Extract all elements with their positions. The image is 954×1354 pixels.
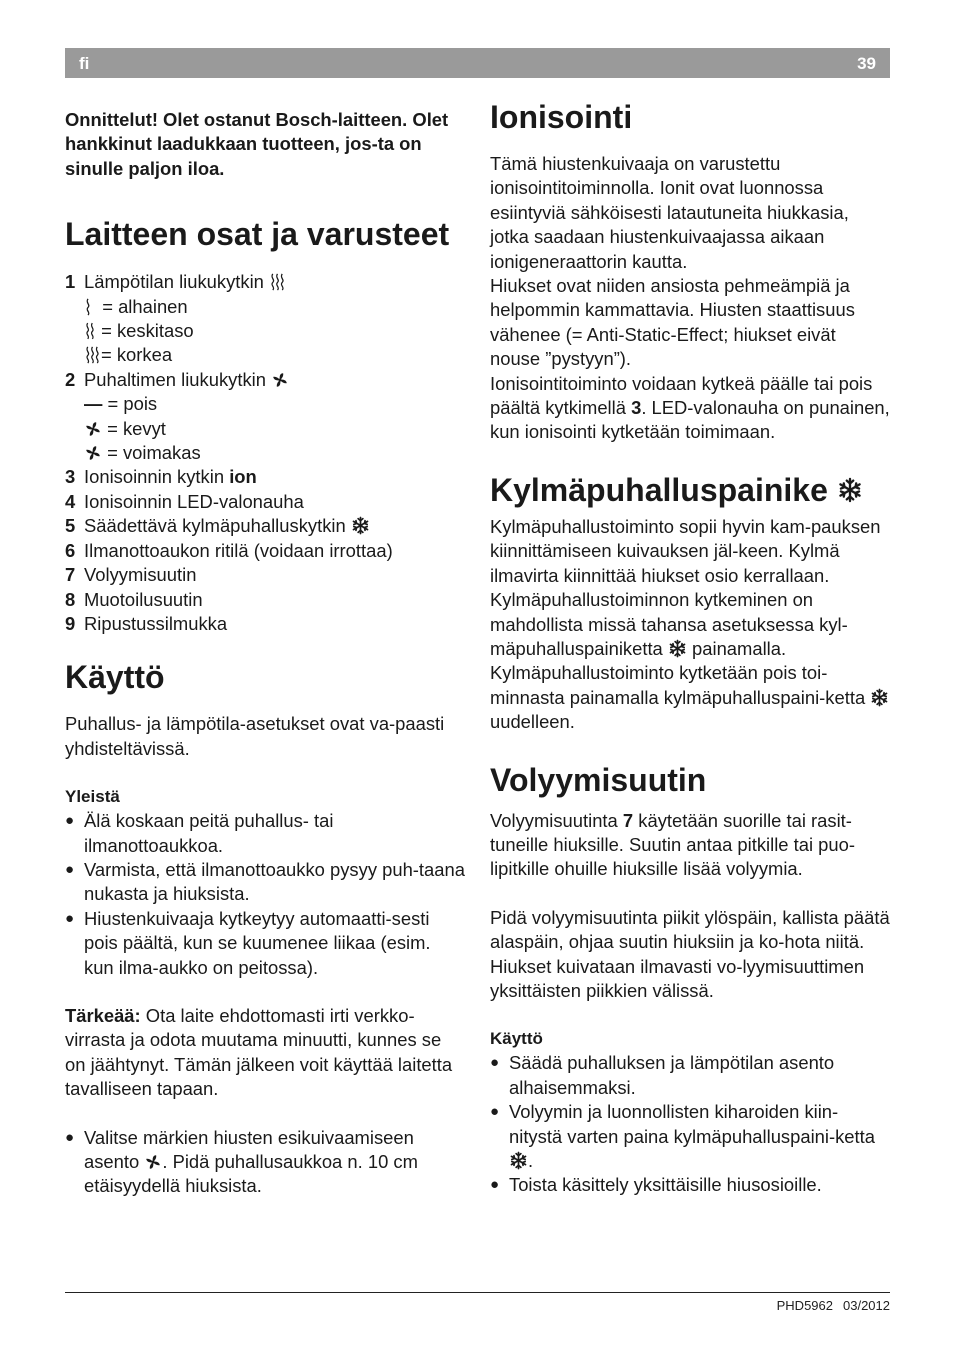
bullet-item: ● Säädä puhalluksen ja lämpötilan asento alhaisemmaksi. <box>490 1051 890 1100</box>
parts-heading: Laitteen osat ja varusteet <box>65 216 450 253</box>
cool-paragraph-1: Kylmäpuhallustoiminto sopii hyvin kam-pauksen kiinnittämiseen kuivauksen jäl-keen. Kylmä ilmavirta kiinnittää hiukset osio kerrallaan. <box>490 515 881 586</box>
volume-paragraph-1: Volyymisuutinta 7 käytetään suorille tai rasit-tuneille hiuksille. Suutin antaa pitkille tai puo-lipitkille ohuille hiuksille lisää volyymia. <box>490 809 855 880</box>
footer <box>777 1298 890 1313</box>
snowflake-icon <box>870 688 889 707</box>
bullet-item: ● Älä koskaan peitä puhallus- tai ilmanottoaukkoa. <box>65 809 465 858</box>
snowflake-icon <box>509 1151 528 1170</box>
fan-icon <box>144 1153 162 1171</box>
bullet-item: ● Hiustenkuivaaja kytkeytyy automaatti-sesti pois päältä, kun se kuumenee liikaa (esim. kun ilma-aukko on peitossa). <box>65 907 465 980</box>
cool-paragraph-2: Kylmäpuhallustoiminnon kytkeminen on mahdollista missä tahansa asetuksessa kyl-mäpuhalluspainiketta painamalla. <box>490 589 848 659</box>
snowflake-icon <box>837 477 863 503</box>
heat-level-3-icon <box>84 345 101 364</box>
ionisation-heading: Ionisointi <box>490 99 633 135</box>
volume-usage-heading: Käyttö <box>490 1029 543 1049</box>
cool-shot-heading: Kylmäpuhalluspainike <box>490 471 890 509</box>
intro-text: Onnittelut! Olet ostanut Bosch-laitteen. Olet hankkinut laadukkaan tuotteen, jos-ta on sinulle paljon iloa. <box>65 109 449 179</box>
page-header-bar <box>65 48 890 78</box>
fan-high-icon <box>84 444 102 462</box>
heat-level-2-icon <box>84 321 96 340</box>
fan-off-symbol: — <box>84 393 103 415</box>
parts-item: 3 Ionisoinnin kytkin ion <box>65 466 257 488</box>
language-code: fi <box>79 54 90 73</box>
right-column <box>490 99 890 1198</box>
fan-icon <box>271 371 289 389</box>
bullet-item: ● Varmista, että ilmanottoaukko pysyy puh-taana nukasta ja hiuksista. <box>65 858 465 907</box>
usage-heading: Käyttö <box>65 659 165 696</box>
parts-item: 8 Muotoilusuutin <box>65 588 203 610</box>
important-note: Tärkeää: Ota laite ehdottomasti irti verkko-virrasta ja odota muutama minuutti, kunnes se on jäähtynyt. Tämän jälkeen voit käyttää laitetta tavalliseen tapaan. <box>65 1004 453 1100</box>
model-number: PHD5962 <box>776 1298 833 1313</box>
footer-divider <box>65 1292 890 1293</box>
heat-level-3-icon <box>269 272 286 291</box>
predry-bullets <box>65 1126 465 1199</box>
parts-item: 7 Volyymisuutin <box>65 564 197 586</box>
cool-paragraph-3: Kylmäpuhallustoiminto kytketään pois toi-minnasta painamalla kylmäpuhalluspaini-ketta uudelleen. <box>490 661 890 734</box>
ionisation-paragraph-3: Ionisointitoiminto voidaan kytkeä päälle tai pois päältä kytkimellä 3. LED-valonauha on punainen, kun ionisointi kytketään toimimaan. <box>490 372 890 443</box>
volume-paragraph-2: Pidä volyymisuutinta piikit ylöspäin, kallista päätä alaspäin, ohjaa suutin hiuksiin ja ko-hota niitä. Hiukset kuivataan ilmavasti vo-lyymisuuttimen yksittäisten piikkien välissä. <box>490 906 890 1001</box>
heat-level-1-icon <box>84 297 92 316</box>
usage-text: Puhallus- ja lämpötila-asetukset ovat va-paasti yhdisteltävissä. <box>65 713 445 759</box>
parts-item: 2 Puhaltimen liukukytkin — = pois = kevyt = voimakas <box>65 368 465 466</box>
parts-item: 1 Lämpötilan liukukytkin = alhainen = keskitaso = korkea <box>65 270 465 368</box>
ionisation-paragraph-1: Tämä hiustenkuivaaja on varustettu ionisointitoiminnolla. Ionit ovat luonnossa esiintyviä sähköisesti latautuneita hiukkasia, jotka saadaan hiustenkuivaajassa aikaan ionigeneraattorin kautta. <box>490 153 849 272</box>
snowflake-icon <box>668 639 687 658</box>
parts-list <box>65 270 465 636</box>
parts-item: 9 Ripustussilmukka <box>65 612 228 634</box>
parts-item: 6 Ilmanottoaukon ritilä (voidaan irrottaa) <box>65 539 393 561</box>
bullet-item: ● Valitse märkien hiusten esikuivaamiseen asento . Pidä puhallusaukkoa n. 10 cm etäisyydellä hiuksista. <box>65 1126 465 1199</box>
volume-heading: Volyymisuutin <box>490 761 707 798</box>
general-bullets <box>65 809 465 980</box>
fan-low-icon <box>84 420 102 438</box>
footer-date: 03/2012 <box>843 1298 890 1313</box>
parts-item: 4 Ionisoinnin LED-valonauha <box>65 490 304 512</box>
bullet-item: ● Volyymin ja luonnollisten kiharoiden kiin-nitystä varten paina kylmäpuhalluspaini-ketta . <box>490 1100 890 1173</box>
page-number: 39 <box>857 54 876 73</box>
parts-item: 5 Säädettävä kylmäpuhalluskytkin <box>65 514 465 538</box>
left-column <box>65 108 465 1199</box>
volume-bullets <box>490 1051 890 1197</box>
snowflake-icon <box>351 516 370 535</box>
ionisation-paragraph-2: Hiukset ovat niiden ansiosta pehmeämpiä ja helpommin kammattavia. Hiusten staattisuus vähenee (= Anti-Static-Effect; hiukset eivät nouse ”pystyyn”). <box>490 275 855 370</box>
bullet-item: ● Toista käsittely yksittäisille hiusosioille. <box>490 1173 890 1197</box>
general-heading: Yleistä <box>65 787 120 807</box>
